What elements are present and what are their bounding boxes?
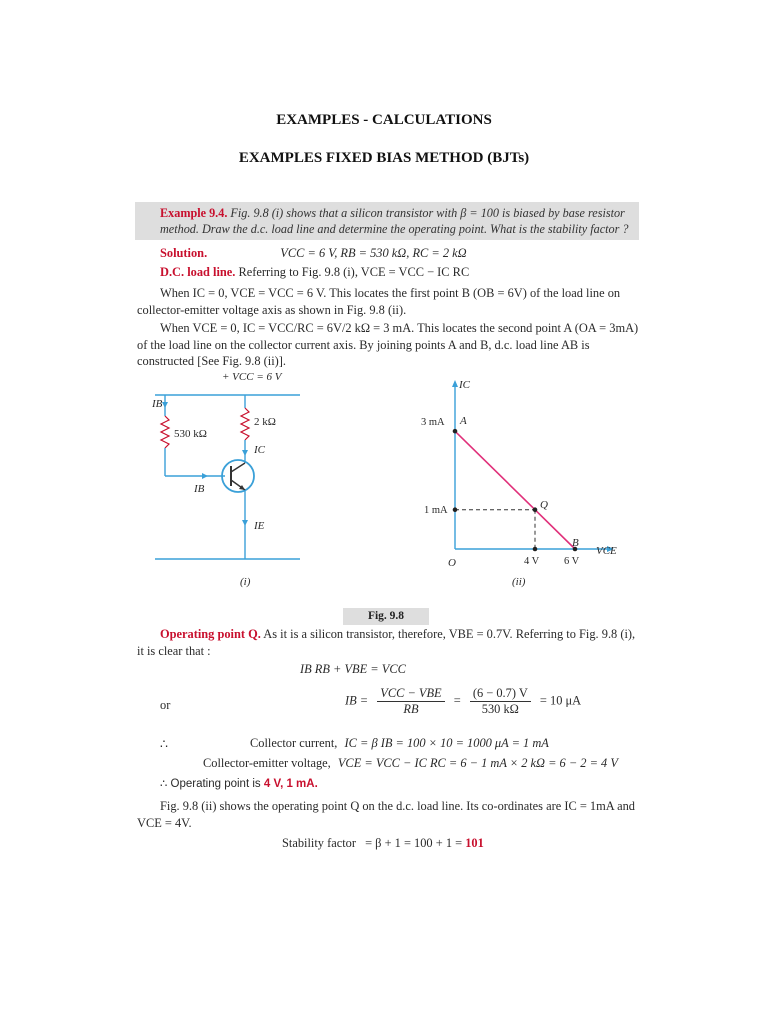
dc-load-line-text: Referring to Fig. 9.8 (i), VCE = VCC − IC RC (238, 265, 470, 279)
operating-point-text: As it is a silicon transistor, therefore, VBE = 0.7V. Referring to Fig. 9.8 (i), it is clear that : (137, 627, 636, 658)
point-b-label: B (572, 537, 579, 549)
y-tick-1ma: 1 mA (424, 505, 448, 516)
collector-emitter-row (203, 756, 618, 771)
eq2-lhs: IB = (345, 693, 369, 708)
ic-label: IC (254, 444, 265, 456)
op-value: 4 V, 1 mA. (263, 778, 318, 790)
rb-label: 530 kΩ (174, 428, 207, 440)
x-tick-6v: 6 V (564, 556, 580, 567)
operating-point-para (137, 626, 639, 659)
ib-base-label: IB (194, 483, 205, 495)
example-label: Example 9.4. (160, 206, 228, 220)
stability-label: Stability factor (282, 836, 356, 850)
page-subtitle: EXAMPLES FIXED BIAS METHOD (BJTs) (238, 150, 530, 166)
eq2-denominator-values: 530 kΩ (481, 702, 519, 716)
transistor-symbol (222, 460, 254, 492)
collector-current-label: Collector current, (250, 736, 338, 750)
circuit-caption: (i) (240, 576, 251, 588)
example-statement (160, 205, 640, 237)
ic-arrow (242, 450, 248, 456)
rc-resistor (241, 408, 249, 440)
example-text: Fig. 9.8 (i) shows that a silicon transistor with β = 100 is biased by base resistor method. Draw the d.c. load line and determine the operating point. What is the stability factor ? (160, 206, 629, 236)
x-tick-4v: 4 V (524, 556, 540, 567)
cev-label: Collector-emitter voltage, (203, 756, 331, 770)
solution-values: VCC = 6 V, RB = 530 kΩ, RC = 2 kΩ (280, 246, 467, 260)
eq2-fraction-values (470, 686, 531, 717)
graph-caption: (ii) (512, 576, 526, 588)
load-line-graph (440, 375, 620, 575)
load-line (455, 431, 575, 549)
equation-2: IB = $\frac{\text{VCC − VBE}}{RB}$ = $\frac{(6 - 0.7) V}{530 k\Omega}$ = 10 μA (345, 686, 582, 716)
eq2-result: = 10 μA (539, 693, 582, 708)
rc-label: 2 kΩ (254, 416, 276, 428)
stability-row (282, 836, 484, 851)
or-word: or (160, 698, 171, 712)
point-a (453, 429, 458, 434)
cev-eq: VCE = VCC − IC RC = 6 − 1 mA × 2 kΩ = 6 − 2 = 4 V (337, 756, 618, 770)
page-title: EXAMPLES - CALCULATIONS (276, 112, 492, 128)
eq2-denominator: RB (403, 702, 419, 716)
dc-load-line-label: D.C. load line. (160, 265, 236, 279)
y-tick-3ma: 3 mA (421, 417, 445, 428)
y-axis-arrow (452, 380, 458, 387)
ib-base-arrow (202, 473, 208, 479)
tick-marker-1ma (453, 507, 458, 512)
point-a-label: A (460, 415, 467, 427)
ie-label: IE (254, 520, 265, 532)
circuit-diagram (140, 368, 330, 593)
therefore-symbol: ∴ (160, 737, 168, 751)
rb-resistor (161, 416, 169, 448)
coordinates-para: Fig. 9.8 (ii) shows the operating point Q on the d.c. load line. Its co-ordinates are IC = 1mA and VCE = 4V. (137, 799, 635, 830)
ie-arrow (242, 520, 248, 526)
ib-arrow (162, 402, 168, 408)
operating-point-result (160, 776, 318, 790)
dc-load-line-para2: When VCE = 0, IC = VCC/RC = 6V/2 kΩ = 3 mA. This locates the second point A (OA = 3mA) of the load line on the collector current axis. By joining points A and B, d.c. load line AB is constructed [See Fig. 9.8 (ii)]. (137, 321, 639, 368)
eq2-fraction (377, 686, 444, 717)
point-q (533, 507, 538, 512)
dc-load-line-heading (160, 264, 469, 280)
dc-load-line-para1: When IC = 0, VCE = VCC = 6 V. This locates the first point B (OB = 6V) of the load line on collector-emitter voltage axis as shown in Fig. 9.8 (ii). (137, 286, 621, 317)
collector-current-eq: IC = β IB = 100 × 10 = 1000 μA = 1 mA (344, 736, 549, 750)
origin-label: O (448, 557, 456, 569)
tick-marker-4v (533, 547, 538, 552)
equation-1: IB RB + VBE = VCC (300, 662, 406, 676)
solution-line (160, 245, 467, 261)
point-q-label: Q (540, 499, 548, 511)
y-axis-label: IC (459, 379, 470, 391)
ib-top-label: IB (152, 398, 163, 410)
collector-current-row (250, 736, 549, 751)
vcc-label: + VCC = 6 V (222, 371, 282, 383)
operating-point-label: Operating point Q. (160, 627, 261, 641)
solution-label: Solution. (160, 246, 208, 260)
stability-value: 101 (465, 836, 484, 850)
x-axis-label: VCE (596, 545, 617, 557)
stability-eq: = β + 1 = 100 + 1 = (365, 836, 463, 850)
eq2-numerator: VCC − VBE (377, 686, 444, 702)
op-prefix: ∴ Operating point is (160, 778, 261, 790)
figure-caption: Fig. 9.8 (343, 608, 429, 625)
eq2-numerator-values: (6 − 0.7) V (470, 686, 531, 702)
